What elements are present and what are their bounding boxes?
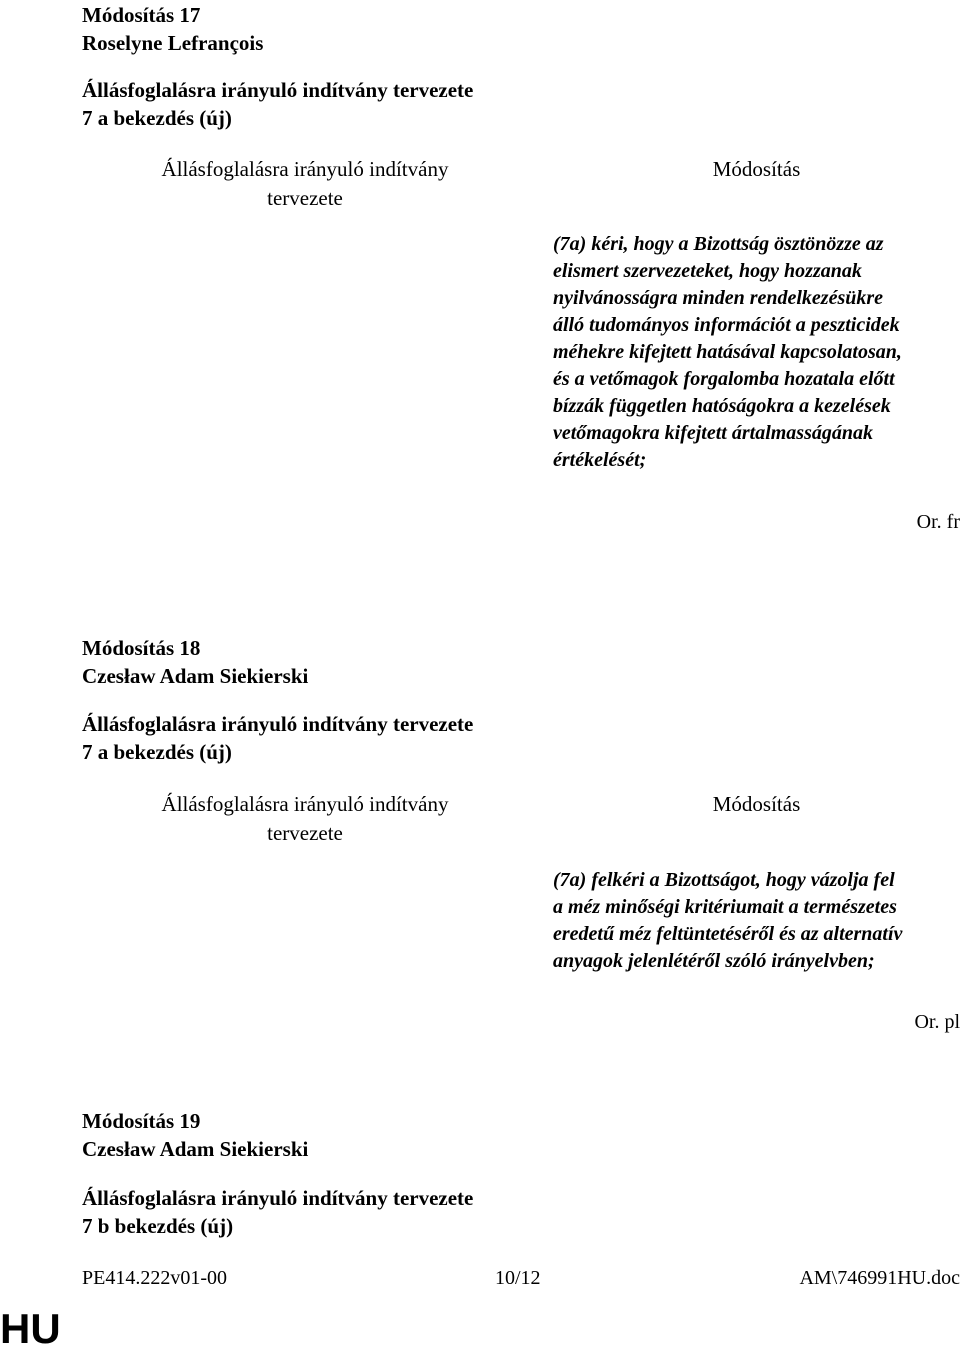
- footer-language-code: HU: [0, 1305, 61, 1352]
- amendment-18-text: (7a) felkéri a Bizottságot, hogy vázolja fel a méz minőségi kritériumait a természetes eredetű méz feltüntetéséről és az alternatív anyagok jelenlétéről szóló irányelvben;: [553, 869, 903, 972]
- footer-page-number: 10/12: [495, 1267, 541, 1289]
- amendment-19-author: Czesław Adam Siekierski: [82, 1137, 309, 1161]
- amendment-19-title: Módosítás 19: [82, 1109, 201, 1133]
- footer-file-name: AM\746991HU.doc: [799, 1267, 960, 1289]
- amendment-19-paragraph: 7 b bekezdés (új): [82, 1214, 234, 1238]
- amendment-17-left-column-header: Állásfoglalásra irányuló indítvány tervezete: [161, 157, 449, 210]
- amendment-19-reference: Állásfoglalásra irányuló indítvány tervezete: [82, 1186, 474, 1210]
- amendment-18-paragraph: 7 a bekezdés (új): [82, 740, 232, 764]
- amendment-18-title: Módosítás 18: [82, 636, 201, 660]
- amendment-17-right-column-header: Módosítás: [712, 157, 801, 181]
- amendment-17-paragraph: 7 a bekezdés (új): [82, 106, 232, 130]
- amendment-18-right-column-header: Módosítás: [712, 792, 801, 816]
- footer-doc-reference: PE414.222v01-00: [82, 1267, 227, 1289]
- amendment-17-text: (7a) kéri, hogy a Bizottság ösztönözze az elismert szervezeteket, hogy hozzanak nyilvánosságra minden rendelkezésükre álló tudományos információt a peszticidek méhekre kifejtett hatásával kapcsolatosan, és a vetőmagok forgalomba hozatala előtt bízzák független hatóságokra a kezelések vetőmagokra kifejtett ártalmasságának értékelését;: [553, 233, 902, 471]
- amendment-18-left-column-header: Állásfoglalásra irányuló indítvány tervezete: [161, 792, 449, 845]
- amendment-17-author: Roselyne Lefrançois: [82, 31, 264, 55]
- amendment-17-title: Módosítás 17: [82, 3, 201, 27]
- amendment-18-author: Czesław Adam Siekierski: [82, 664, 309, 688]
- amendment-17-original-language: Or. fr: [916, 511, 960, 533]
- amendment-18-original-language: Or. pl: [914, 1011, 960, 1033]
- amendment-18-reference: Állásfoglalásra irányuló indítvány tervezete: [82, 712, 474, 736]
- amendment-17-reference: Állásfoglalásra irányuló indítvány tervezete: [82, 78, 474, 102]
